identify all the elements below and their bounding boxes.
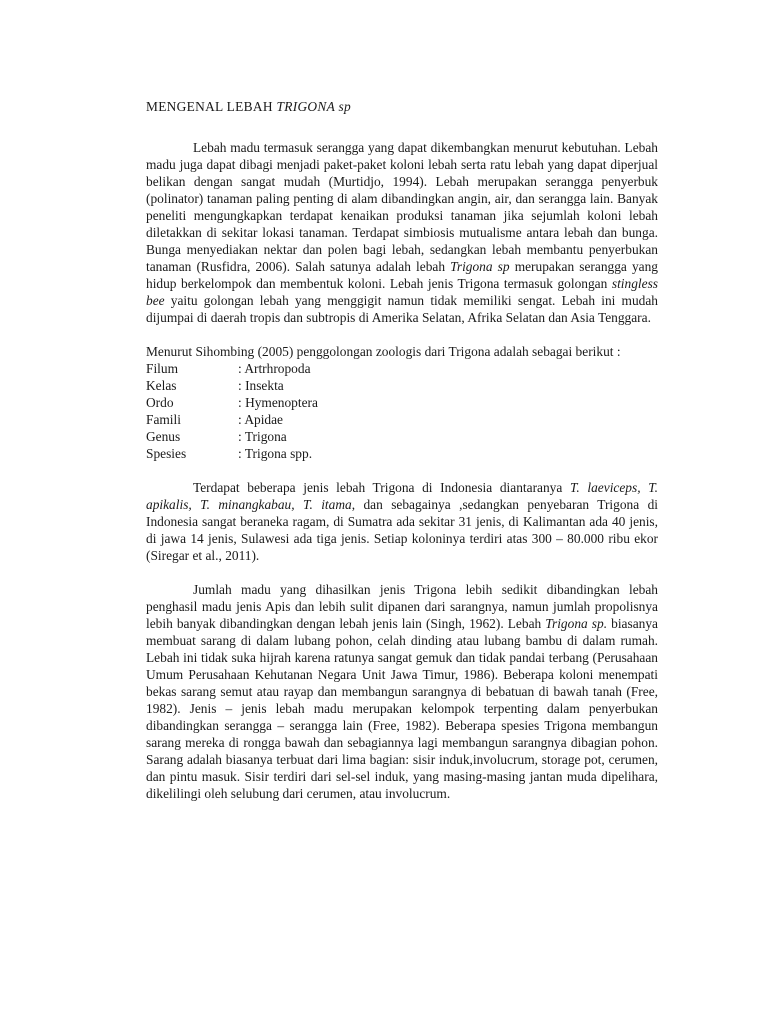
taxonomy-label: Spesies [146, 446, 187, 461]
paragraph-4-italic-a: Trigona sp. [545, 616, 608, 631]
spacer [146, 462, 658, 479]
paragraph-1-italic-a: Trigona sp [450, 259, 510, 274]
taxonomy-label: Kelas [146, 378, 177, 393]
paragraph-3-italic-species: T. laeviceps, T. apikalis, T. minangkabau, T. itama [146, 480, 658, 512]
taxonomy-label: Filum [146, 361, 178, 376]
paragraph-1-text-c: yaitu golongan lebah yang menggigit namun tidak memiliki sengat. Lebah ini mudah dijumpai di daerah tropis dan subtropis di Amerika Selatan, Afrika Selatan dan Asia Tenggara. [146, 293, 658, 325]
paragraph-3 [146, 479, 658, 564]
paragraph-1-text-a: Lebah madu termasuk serangga yang dapat dikembangkan menurut kebutuhan. Lebah madu juga dapat dibagi menjadi paket-paket koloni lebah serta ratu lebah yang dapat diperjual belikan dengan sangat mudah (Murtidjo, 1994). Lebah merupakan serangga penyerbuk (polinator) tanaman paling penting di alam dibandingkan angin, air, dan serangga lain. Banyak peneliti mengungkapkan terdapat kenaikan produksi tanaman jika sejumlah koloni lebah diletakkan di sekitar lokasi tanaman. Terdapat simbiosis mutualisme antara lebah dan bunga. Bunga menyediakan nektar dan polen bagi lebah, sedangkan lebah membantu penyerbukan tanaman (Rusfidra, 2006). Salah satunya adalah lebah [146, 140, 658, 274]
taxonomy-value: : Trigona spp. [238, 446, 313, 461]
document-title [146, 98, 658, 115]
paragraph-1-italic-b: stingless bee [146, 276, 658, 308]
title-italic-text: TRIGONA sp [276, 99, 352, 114]
taxonomy-value: : Trigona [238, 429, 287, 444]
taxonomy-label: Genus [146, 429, 181, 444]
taxonomy-value: : Insekta [238, 378, 284, 393]
paragraph-4-text-a: Jumlah madu yang dihasilkan jenis Trigona lebih sedikit dibandingkan lebah penghasil madu jenis Apis dan lebih sulit dipanen dari sarangnya, namun jumlah propolisnya lebih banyak dibandingkan dengan lebah jenis lain (Singh, 1962). Lebah [146, 582, 658, 631]
spacer [146, 326, 658, 343]
taxonomy-value: : Artrhropoda [238, 361, 311, 376]
paragraph-1-text-b: merupakan serangga yang hidup berkelompok dan membentuk koloni. Lebah jenis Trigona termasuk golongan [146, 259, 658, 291]
paragraph-1 [146, 139, 658, 326]
taxonomy-list [146, 360, 658, 462]
paragraph-3-text-b: , dan sebagainya ,sedangkan penyebaran Trigona di Indonesia sangat beraneka ragam, di Sumatra ada sekitar 31 jenis, di Kalimantan ada 40 jenis, di jawa 14 jenis, Sulawesi ada tiga jenis. Setiap koloninya terdiri atas 300 – 80.000 ribu ekor (Siregar et al., 2011). [146, 497, 658, 563]
taxonomy-value: : Apidae [238, 412, 283, 427]
paragraph-4 [146, 581, 658, 802]
title-text: MENGENAL LEBAH [146, 99, 277, 114]
paragraph-2-intro: Menurut Sihombing (2005) penggolongan zoologis dari Trigona adalah sebagai berikut : [146, 344, 621, 359]
paragraph-4-text-b: biasanya membuat sarang di dalam lubang pohon, celah dinding atau lubang bambu di dalam rumah. Lebah ini tidak suka hijrah karena ratunya sangat gemuk dan tidak pandai terbang (Perusahaan Umum Perusahaan Kehutanan Negara Unit Jawa Timur, 1986). Beberapa koloni menempati bekas sarang semut atau rayap dan membangun sarangnya di bebatuan di bawah tanah (Free, 1982). Jenis – jenis lebah madu merupakan kelompok terpenting dalam penyerbukan dibandingkan serangga – serangga lain (Free, 1982). Beberapa spesies Trigona membangun sarang mereka di rongga bawah dan sebagiannya lagi membangun sarangnya dibagian pohon. Sarang adalah biasanya terbuat dari lima bagian: sisir induk,involucrum, storage pot, cerumen, dan pintu masuk. Sisir terdiri dari sel-sel induk, yang masing-masing jantan muda dipelihara, dikelilingi oleh selubung dari cerumen, atau involucrum. [146, 616, 658, 801]
taxonomy-label: Ordo [146, 395, 174, 410]
taxonomy-value: : Hymenoptera [238, 395, 318, 410]
document-page [146, 98, 658, 802]
spacer [146, 564, 658, 581]
taxonomy-label: Famili [146, 412, 181, 427]
paragraph-3-text-a: Terdapat beberapa jenis lebah Trigona di Indonesia diantaranya [193, 480, 570, 495]
